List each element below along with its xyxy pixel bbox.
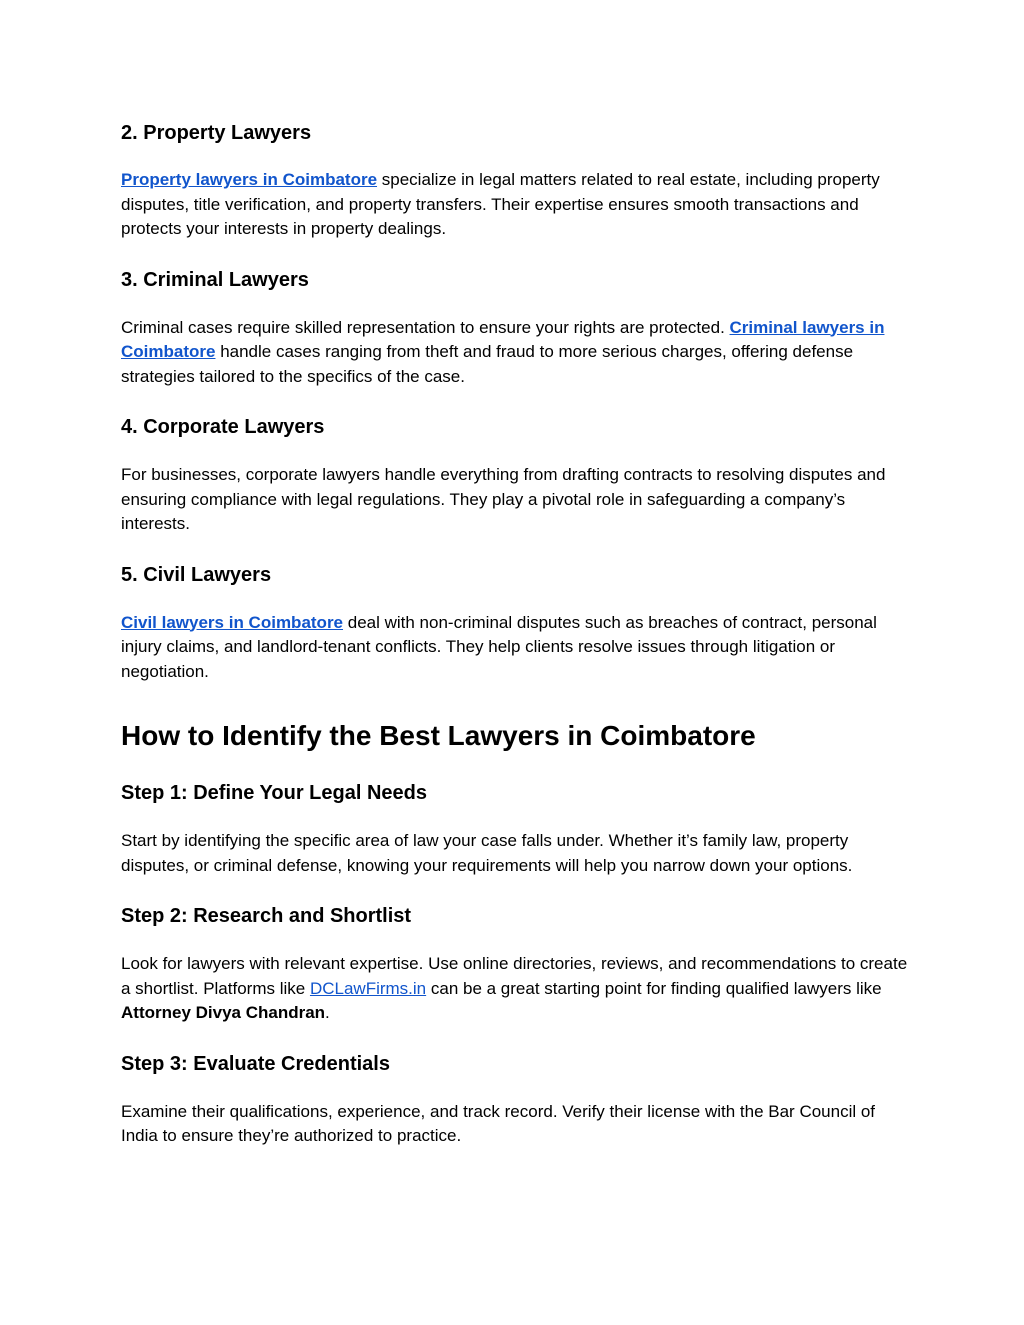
property-lawyers-link[interactable]: Property lawyers in Coimbatore — [121, 170, 378, 189]
step3-heading: Step 3: Evaluate Credentials — [121, 1052, 390, 1075]
step1-paragraph: Start by identifying the specific area of law your case falls under. Whether it’s family law, property disputes, or criminal defense, knowing your requirements will help you narrow down your options. — [121, 831, 853, 875]
property-lawyers-paragraph — [121, 168, 911, 242]
dclawfirms-link[interactable]: DCLawFirms.in — [309, 978, 427, 998]
step1-heading: Step 1: Define Your Legal Needs — [121, 782, 428, 804]
step2-heading: Step 2: Research and Shortlist — [121, 905, 412, 927]
criminal-lawyers-paragraph — [121, 316, 911, 390]
step2-paragraph — [121, 952, 911, 1026]
criminal-lawyers-heading: 3. Criminal Lawyers — [121, 268, 309, 291]
corporate-lawyers-paragraph: For businesses, corporate lawyers handle everything from drafting contracts to resolving disputes and ensuring compliance with legal regulations. They play a pivotal role in safeguarding a company’s interests. — [121, 465, 886, 533]
property-lawyers-text: specialize in legal matters related to real estate, including property disputes, title verification, and property transfers. Their expertise ensures smooth transactions and protects your interests in property dealings. — [121, 170, 880, 238]
civil-lawyers-paragraph — [121, 611, 911, 685]
corporate-lawyers-heading: 4. Corporate Lawyers — [121, 416, 325, 438]
property-lawyers-heading: 2. Property Lawyers — [121, 122, 312, 144]
civil-lawyers-heading: 5. Civil Lawyers — [121, 563, 272, 586]
step2-text-before: Look for lawyers with relevant expertise. Use online directories, reviews, and recommendations to create a shortlist. Platforms like — [121, 954, 908, 998]
document-content — [121, 118, 911, 1149]
how-to-identify-title: How to Identify the Best Lawyers in Coimbatore — [121, 720, 756, 751]
step2-text-after: . — [325, 1003, 330, 1022]
step3-paragraph: Examine their qualifications, experience, and track record. Verify their license with the Bar Council of India to ensure they’re authorized to practice. — [121, 1101, 876, 1145]
criminal-lawyers-text-after: handle cases ranging from theft and fraud to more serious charges, offering defense strategies tailored to the specifics of the case. — [121, 342, 854, 386]
step2-text-middle: can be a great starting point for finding qualified lawyers like — [426, 978, 882, 998]
civil-lawyers-text: deal with non-criminal disputes such as breaches of contract, personal injury claims, and landlord-tenant conflicts. They help clients resolve issues through litigation or negotiation. — [121, 612, 877, 681]
civil-lawyers-link[interactable]: Civil lawyers in Coimbatore — [121, 612, 344, 632]
criminal-lawyers-link[interactable]: Criminal lawyers in Coimbatore — [121, 317, 885, 361]
attorney-name: Attorney Divya Chandran — [121, 1003, 326, 1022]
criminal-lawyers-text-before: Criminal cases require skilled representation to ensure your rights are protected. — [121, 317, 730, 337]
